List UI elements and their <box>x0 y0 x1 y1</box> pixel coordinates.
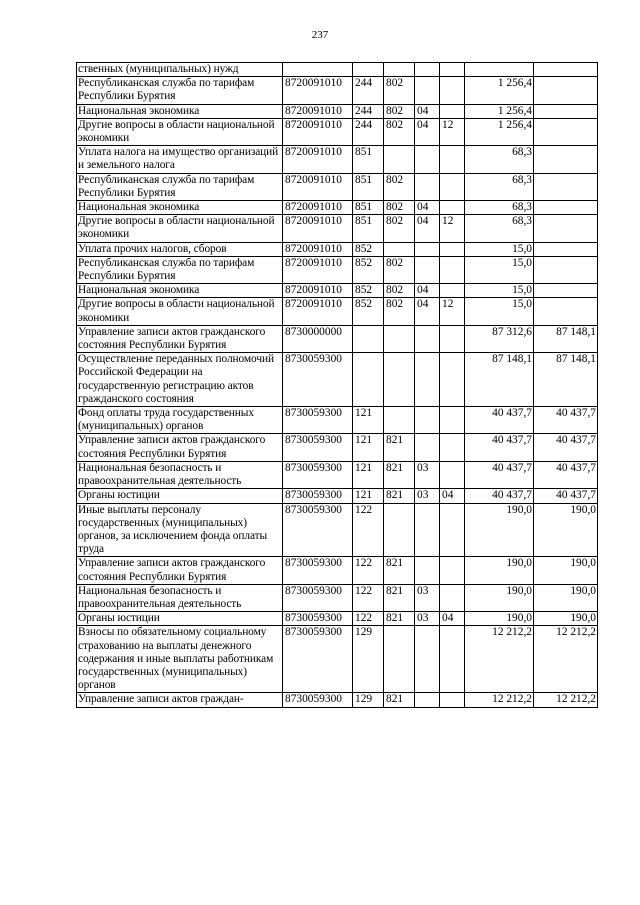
row-name-cell: Взносы по обязательному социальному страхованию на выплаты денежного содержания и иные выплаты работникам государственных (муниципальных) органов <box>77 626 283 693</box>
target-article-code-cell: 8730059300 <box>283 434 353 461</box>
administrator-code-cell: 821 <box>384 461 415 488</box>
sum-year-1-cell: 68,3 <box>465 173 534 200</box>
sum-year-1-cell: 87 148,1 <box>465 353 534 407</box>
sum-year-1-cell: 15,0 <box>465 256 534 283</box>
subsection-code-cell: 12 <box>440 298 465 325</box>
table-row <box>77 461 598 488</box>
table-row <box>77 63 598 77</box>
section-code-cell: 04 <box>415 284 440 298</box>
subsection-code-cell <box>440 353 465 407</box>
section-code-cell <box>415 353 440 407</box>
table-row <box>77 612 598 626</box>
administrator-code-cell: 802 <box>384 173 415 200</box>
administrator-code-cell <box>384 63 415 77</box>
sum-year-2-cell <box>534 284 598 298</box>
administrator-code-cell: 821 <box>384 557 415 584</box>
subsection-code-cell: 12 <box>440 118 465 145</box>
target-article-code-cell: 8730059300 <box>283 407 353 434</box>
expense-type-code-cell: 851 <box>353 201 384 215</box>
sum-year-2-cell: 190,0 <box>534 612 598 626</box>
table-row <box>77 557 598 584</box>
target-article-code-cell: 8720091010 <box>283 298 353 325</box>
table-body <box>77 63 598 708</box>
target-article-code-cell: 8720091010 <box>283 146 353 173</box>
sum-year-2-cell <box>534 104 598 118</box>
subsection-code-cell <box>440 503 465 557</box>
administrator-code-cell: 802 <box>384 284 415 298</box>
table-row <box>77 146 598 173</box>
page-number: 237 <box>311 29 329 41</box>
sum-year-2-cell: 12 212,2 <box>534 626 598 693</box>
subsection-code-cell <box>440 77 465 104</box>
sum-year-1-cell: 190,0 <box>465 557 534 584</box>
subsection-code-cell: 04 <box>440 612 465 626</box>
administrator-code-cell: 821 <box>384 489 415 503</box>
sum-year-1-cell: 40 437,7 <box>465 461 534 488</box>
sum-year-2-cell <box>534 201 598 215</box>
expense-type-code-cell: 244 <box>353 104 384 118</box>
section-code-cell: 03 <box>415 489 440 503</box>
expense-type-code-cell: 129 <box>353 693 384 707</box>
target-article-code-cell: 8720091010 <box>283 118 353 145</box>
subsection-code-cell <box>440 461 465 488</box>
subsection-code-cell: 04 <box>440 489 465 503</box>
section-code-cell: 03 <box>415 584 440 611</box>
row-name-cell: Иные выплаты персоналу государственных (муниципальных) органов, за исключением фонда оплаты труда <box>77 503 283 557</box>
target-article-code-cell: 8730000000 <box>283 325 353 352</box>
section-code-cell: 04 <box>415 104 440 118</box>
section-code-cell: 03 <box>415 461 440 488</box>
target-article-code-cell: 8720091010 <box>283 242 353 256</box>
sum-year-2-cell: 190,0 <box>534 503 598 557</box>
row-name-cell: Республиканская служба по тарифам Республики Бурятия <box>77 173 283 200</box>
expense-type-code-cell: 244 <box>353 77 384 104</box>
sum-year-2-cell <box>534 118 598 145</box>
row-name-cell: Уплата прочих налогов, сборов <box>77 242 283 256</box>
subsection-code-cell <box>440 584 465 611</box>
sum-year-1-cell: 68,3 <box>465 215 534 242</box>
administrator-code-cell <box>384 325 415 352</box>
row-name-cell: Национальная экономика <box>77 201 283 215</box>
section-code-cell <box>415 63 440 77</box>
sum-year-2-cell: 87 148,1 <box>534 325 598 352</box>
sum-year-2-cell <box>534 215 598 242</box>
subsection-code-cell <box>440 256 465 283</box>
expense-type-code-cell: 122 <box>353 503 384 557</box>
table-row <box>77 284 598 298</box>
sum-year-2-cell: 40 437,7 <box>534 434 598 461</box>
administrator-code-cell: 821 <box>384 434 415 461</box>
administrator-code-cell: 802 <box>384 215 415 242</box>
sum-year-1-cell: 40 437,7 <box>465 407 534 434</box>
row-name-cell: Республиканская служба по тарифам Республики Бурятия <box>77 256 283 283</box>
section-code-cell: 03 <box>415 612 440 626</box>
row-name-cell: Органы юстиции <box>77 489 283 503</box>
subsection-code-cell <box>440 557 465 584</box>
section-code-cell <box>415 77 440 104</box>
row-name-cell: Другие вопросы в области национальной экономики <box>77 215 283 242</box>
expense-type-code-cell: 121 <box>353 489 384 503</box>
expense-type-code-cell: 122 <box>353 584 384 611</box>
section-code-cell <box>415 242 440 256</box>
sum-year-2-cell <box>534 173 598 200</box>
section-code-cell <box>415 256 440 283</box>
sum-year-2-cell: 190,0 <box>534 557 598 584</box>
section-code-cell <box>415 503 440 557</box>
section-code-cell <box>415 173 440 200</box>
target-article-code-cell: 8730059300 <box>283 584 353 611</box>
expense-type-code-cell: 852 <box>353 298 384 325</box>
administrator-code-cell: 821 <box>384 584 415 611</box>
subsection-code-cell <box>440 63 465 77</box>
sum-year-1-cell: 190,0 <box>465 584 534 611</box>
sum-year-1-cell: 87 312,6 <box>465 325 534 352</box>
administrator-code-cell: 821 <box>384 612 415 626</box>
table-row <box>77 201 598 215</box>
table-row <box>77 104 598 118</box>
expense-type-code-cell: 852 <box>353 284 384 298</box>
target-article-code-cell: 8720091010 <box>283 173 353 200</box>
section-code-cell <box>415 557 440 584</box>
expense-type-code-cell <box>353 63 384 77</box>
target-article-code-cell: 8730059300 <box>283 461 353 488</box>
sum-year-1-cell: 15,0 <box>465 284 534 298</box>
expense-type-code-cell: 851 <box>353 173 384 200</box>
sum-year-2-cell <box>534 242 598 256</box>
target-article-code-cell: 8730059300 <box>283 693 353 707</box>
row-name-cell: Управление записи актов гражданского состояния Республики Бурятия <box>77 434 283 461</box>
target-article-code-cell: 8720091010 <box>283 256 353 283</box>
table-row <box>77 242 598 256</box>
sum-year-1-cell: 15,0 <box>465 298 534 325</box>
sum-year-2-cell <box>534 298 598 325</box>
expense-type-code-cell: 851 <box>353 215 384 242</box>
administrator-code-cell: 821 <box>384 693 415 707</box>
table-row <box>77 173 598 200</box>
subsection-code-cell <box>440 434 465 461</box>
row-name-cell: Национальная безопасность и правоохранительная деятельность <box>77 461 283 488</box>
sum-year-2-cell: 40 437,7 <box>534 461 598 488</box>
administrator-code-cell <box>384 242 415 256</box>
target-article-code-cell: 8730059300 <box>283 489 353 503</box>
expense-type-code-cell <box>353 325 384 352</box>
row-name-cell: Осуществление переданных полномочий Российской Федерации на государственную регистрацию актов гражданского состояния <box>77 353 283 407</box>
table-row <box>77 584 598 611</box>
target-article-code-cell: 8730059300 <box>283 626 353 693</box>
administrator-code-cell: 802 <box>384 104 415 118</box>
target-article-code-cell: 8730059300 <box>283 612 353 626</box>
row-name-cell: Управление записи актов гражданского состояния Республики Бурятия <box>77 557 283 584</box>
subsection-code-cell <box>440 146 465 173</box>
table-row <box>77 77 598 104</box>
expense-type-code-cell: 122 <box>353 557 384 584</box>
section-code-cell <box>415 325 440 352</box>
target-article-code-cell <box>283 63 353 77</box>
table-row <box>77 325 598 352</box>
sum-year-1-cell: 40 437,7 <box>465 434 534 461</box>
administrator-code-cell: 802 <box>384 77 415 104</box>
expense-type-code-cell: 129 <box>353 626 384 693</box>
subsection-code-cell <box>440 201 465 215</box>
target-article-code-cell: 8730059300 <box>283 353 353 407</box>
table-row <box>77 489 598 503</box>
section-code-cell <box>415 146 440 173</box>
sum-year-1-cell <box>465 63 534 77</box>
section-code-cell: 04 <box>415 118 440 145</box>
table-row <box>77 503 598 557</box>
row-name-cell: Уплата налога на имущество организаций и земельного налога <box>77 146 283 173</box>
expense-type-code-cell <box>353 353 384 407</box>
table-row <box>77 256 598 283</box>
expense-type-code-cell: 121 <box>353 434 384 461</box>
sum-year-1-cell: 190,0 <box>465 612 534 626</box>
sum-year-2-cell <box>534 146 598 173</box>
administrator-code-cell <box>384 503 415 557</box>
sum-year-1-cell: 68,3 <box>465 146 534 173</box>
row-name-cell: Органы юстиции <box>77 612 283 626</box>
sum-year-1-cell: 12 212,2 <box>465 693 534 707</box>
budget-table <box>76 62 598 708</box>
row-name-cell: Национальная экономика <box>77 104 283 118</box>
row-name-cell: Управление записи актов гражданского состояния Республики Бурятия <box>77 325 283 352</box>
target-article-code-cell: 8720091010 <box>283 77 353 104</box>
sum-year-1-cell: 1 256,4 <box>465 104 534 118</box>
section-code-cell: 04 <box>415 215 440 242</box>
subsection-code-cell <box>440 626 465 693</box>
table-row <box>77 353 598 407</box>
table-row <box>77 298 598 325</box>
sum-year-1-cell: 190,0 <box>465 503 534 557</box>
section-code-cell <box>415 626 440 693</box>
row-name-cell: Национальная безопасность и правоохранительная деятельность <box>77 584 283 611</box>
subsection-code-cell <box>440 173 465 200</box>
sum-year-2-cell: 190,0 <box>534 584 598 611</box>
sum-year-2-cell: 40 437,7 <box>534 489 598 503</box>
sum-year-2-cell <box>534 63 598 77</box>
subsection-code-cell <box>440 242 465 256</box>
row-name-cell: Другие вопросы в области национальной экономики <box>77 298 283 325</box>
subsection-code-cell <box>440 407 465 434</box>
table-row <box>77 434 598 461</box>
row-name-cell: Национальная экономика <box>77 284 283 298</box>
section-code-cell: 04 <box>415 201 440 215</box>
table-row <box>77 215 598 242</box>
subsection-code-cell <box>440 325 465 352</box>
row-name-cell: Другие вопросы в области национальной экономики <box>77 118 283 145</box>
target-article-code-cell: 8720091010 <box>283 104 353 118</box>
section-code-cell <box>415 434 440 461</box>
sum-year-1-cell: 40 437,7 <box>465 489 534 503</box>
row-name-cell: Республиканская служба по тарифам Республики Бурятия <box>77 77 283 104</box>
sum-year-2-cell: 40 437,7 <box>534 407 598 434</box>
administrator-code-cell <box>384 626 415 693</box>
table-row <box>77 626 598 693</box>
target-article-code-cell: 8720091010 <box>283 201 353 215</box>
administrator-code-cell: 802 <box>384 256 415 283</box>
administrator-code-cell <box>384 407 415 434</box>
section-code-cell <box>415 693 440 707</box>
administrator-code-cell: 802 <box>384 298 415 325</box>
sum-year-2-cell <box>534 256 598 283</box>
table-row <box>77 118 598 145</box>
row-name-cell: ственных (муниципальных) нужд <box>77 63 283 77</box>
sum-year-1-cell: 68,3 <box>465 201 534 215</box>
row-name-cell: Фонд оплаты труда государственных (муниципальных) органов <box>77 407 283 434</box>
section-code-cell <box>415 407 440 434</box>
section-code-cell: 04 <box>415 298 440 325</box>
sum-year-2-cell: 87 148,1 <box>534 353 598 407</box>
target-article-code-cell: 8720091010 <box>283 215 353 242</box>
expense-type-code-cell: 122 <box>353 612 384 626</box>
subsection-code-cell <box>440 693 465 707</box>
administrator-code-cell <box>384 146 415 173</box>
administrator-code-cell: 802 <box>384 201 415 215</box>
sum-year-2-cell <box>534 77 598 104</box>
expense-type-code-cell: 851 <box>353 146 384 173</box>
sum-year-2-cell: 12 212,2 <box>534 693 598 707</box>
expense-type-code-cell: 852 <box>353 256 384 283</box>
subsection-code-cell <box>440 104 465 118</box>
table-row <box>77 407 598 434</box>
table-row <box>77 693 598 707</box>
expense-type-code-cell: 852 <box>353 242 384 256</box>
sum-year-1-cell: 12 212,2 <box>465 626 534 693</box>
target-article-code-cell: 8730059300 <box>283 557 353 584</box>
row-name-cell: Управление записи актов граждан- <box>77 693 283 707</box>
administrator-code-cell <box>384 353 415 407</box>
administrator-code-cell: 802 <box>384 118 415 145</box>
subsection-code-cell: 12 <box>440 215 465 242</box>
expense-type-code-cell: 121 <box>353 407 384 434</box>
sum-year-1-cell: 15,0 <box>465 242 534 256</box>
sum-year-1-cell: 1 256,4 <box>465 118 534 145</box>
target-article-code-cell: 8720091010 <box>283 284 353 298</box>
subsection-code-cell <box>440 284 465 298</box>
sum-year-1-cell: 1 256,4 <box>465 77 534 104</box>
expense-type-code-cell: 121 <box>353 461 384 488</box>
target-article-code-cell: 8730059300 <box>283 503 353 557</box>
expense-type-code-cell: 244 <box>353 118 384 145</box>
